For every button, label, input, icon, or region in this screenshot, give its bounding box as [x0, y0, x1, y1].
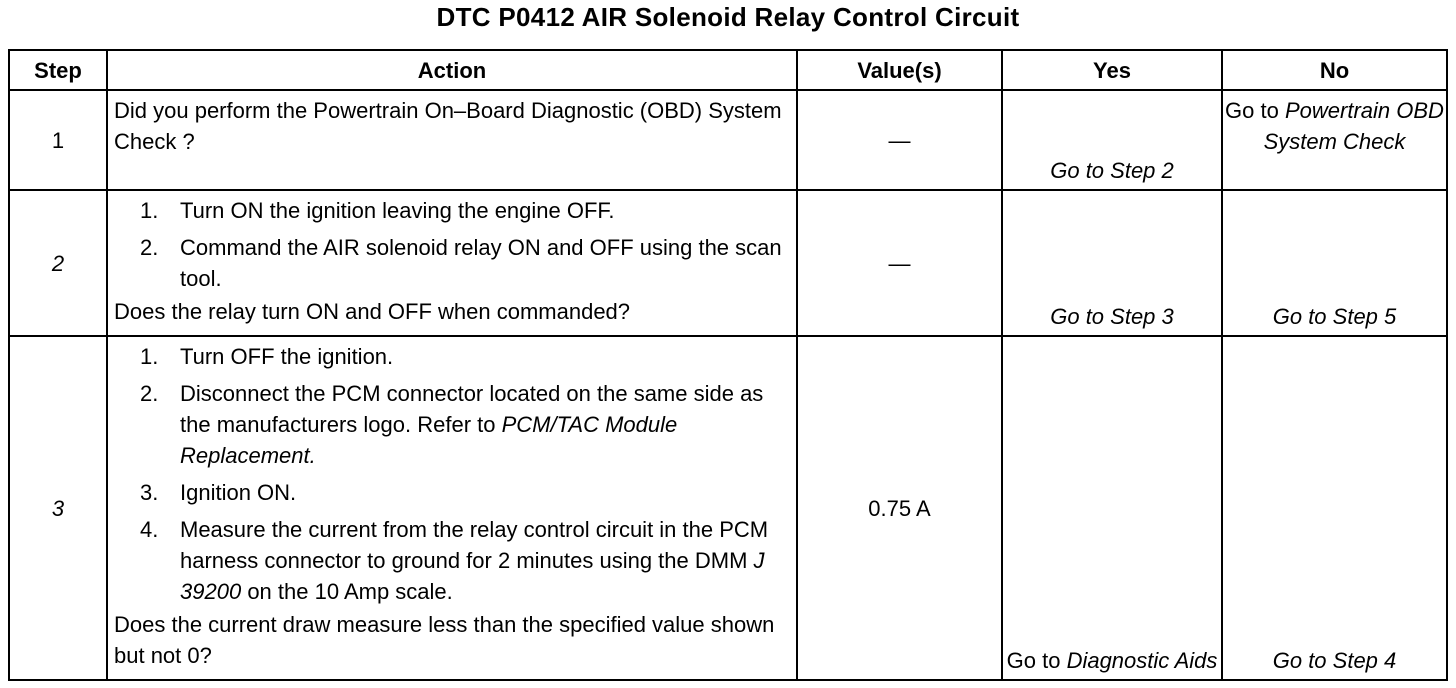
yes-link[interactable]: Go to Step 3	[1050, 304, 1174, 329]
list-item	[114, 514, 790, 607]
value-dash: —	[888, 250, 911, 276]
yes-link[interactable]: Diagnostic Aids	[1066, 648, 1218, 673]
yes-cell	[1002, 190, 1222, 336]
list-number: 1.	[140, 344, 159, 369]
list-text: Measure the current from the relay control circuit in the PCM harness connector to ground for 2 minutes using the DMM	[180, 517, 769, 573]
table-header-row	[9, 50, 1447, 90]
yes-prefix: Go to	[1006, 648, 1061, 673]
action-steps-list	[114, 195, 790, 294]
step-number: 2	[9, 190, 107, 336]
tool-number: J 39200	[180, 548, 765, 604]
value-cell	[797, 336, 1002, 680]
no-prefix: Go to	[1225, 98, 1279, 123]
action-cell	[107, 190, 797, 336]
header-step: Step	[9, 50, 107, 90]
header-action: Action	[107, 50, 797, 90]
no-link[interactable]: Go to Step 5	[1272, 304, 1397, 329]
list-text: on the 10 Amp scale.	[247, 579, 453, 604]
page-title: DTC P0412 AIR Solenoid Relay Control Circuit	[436, 2, 1020, 32]
no-link[interactable]: Go to Step 4	[1272, 648, 1397, 673]
list-number: 1.	[140, 198, 159, 223]
action-cell	[107, 90, 797, 190]
no-cell	[1222, 336, 1447, 680]
value-cell	[797, 90, 1002, 190]
list-item	[114, 477, 790, 508]
reference-link[interactable]: PCM/TAC Module Replacement.	[180, 412, 678, 468]
list-text: Turn OFF the ignition.	[180, 344, 394, 369]
list-number: 2.	[140, 235, 159, 260]
list-text: Ignition ON.	[180, 480, 297, 505]
action-question: Does the current draw measure less than the specified value shown but not 0?	[114, 612, 775, 668]
header-yes: Yes	[1002, 50, 1222, 90]
table-row-step-1	[9, 90, 1447, 190]
header-no: No	[1222, 50, 1447, 90]
list-number: 2.	[140, 381, 159, 406]
header-values: Value(s)	[797, 50, 1002, 90]
value-dash: —	[888, 127, 911, 153]
table-row-step-3	[9, 336, 1447, 680]
action-steps-list	[114, 341, 790, 607]
value-cell	[797, 190, 1002, 336]
yes-cell	[1002, 90, 1222, 190]
list-item	[114, 378, 790, 471]
list-item	[114, 195, 790, 226]
list-item	[114, 341, 790, 372]
list-item	[114, 232, 790, 294]
no-cell	[1222, 90, 1447, 190]
table-row-step-2	[9, 190, 1447, 336]
yes-cell	[1002, 336, 1222, 680]
step-number: 1	[9, 90, 107, 190]
action-question: Does the relay turn ON and OFF when commanded?	[114, 299, 631, 324]
no-cell	[1222, 190, 1447, 336]
yes-link[interactable]: Go to Step 2	[1050, 158, 1174, 183]
value-text: 0.75 A	[868, 495, 931, 521]
list-number: 3.	[140, 480, 159, 505]
no-link[interactable]: Powertrain OBD System Check	[1263, 98, 1444, 154]
diagnostic-table	[8, 49, 1448, 681]
action-question: Did you perform the Powertrain On–Board Diagnostic (OBD) System Check ?	[114, 98, 782, 154]
action-cell	[107, 336, 797, 680]
step-number: 3	[9, 336, 107, 680]
list-text: Command the AIR solenoid relay ON and OFF using the scan tool.	[180, 235, 782, 291]
list-text: Disconnect the PCM connector located on the same side as the manufacturers logo. Refer to	[180, 381, 764, 437]
list-text: Turn ON the ignition leaving the engine OFF.	[180, 198, 615, 223]
list-number: 4.	[140, 517, 159, 542]
